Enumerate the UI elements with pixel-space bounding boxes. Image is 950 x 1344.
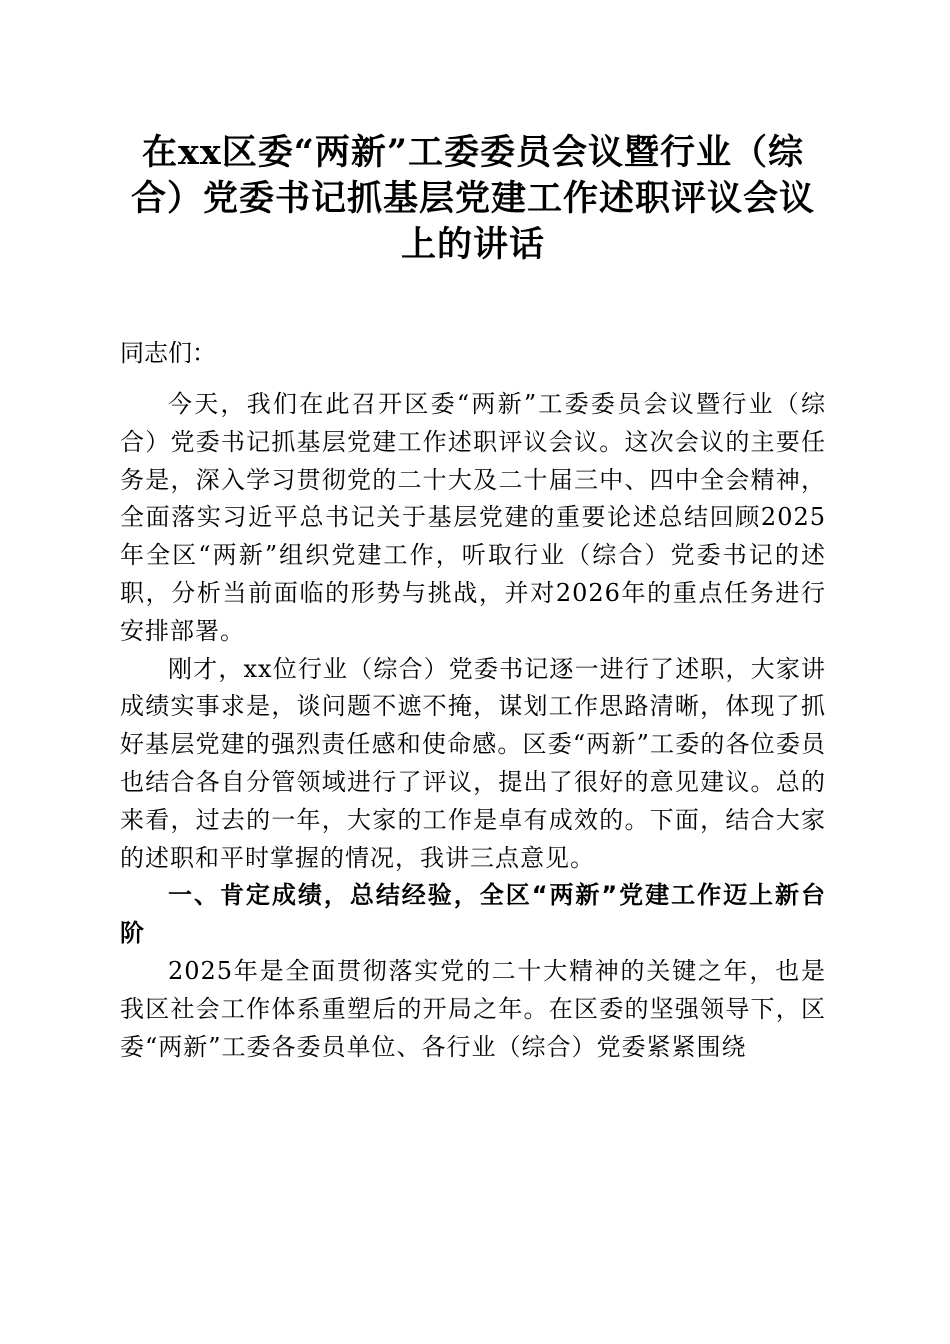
paragraph-opening: 今天，我们在此召开区委“两新”工委委员会议暨行业（综合）党委书记抓基层党建工作述职评议会议。这次会议的主要任务是，深入学习贯彻党的二十大及二十届三中、四中全会精神，全面落实习近平总书记关于基层党建的重要论述总结回顾2025年全区“两新”组织党建工作，听取行业（综合）党委书记的述职，分析当前面临的形势与挑战，并对2026年的重点任务进行安排部署。 <box>120 390 826 645</box>
paragraph-section-body: 2025年是全面贯彻落实党的二十大精神的关键之年，也是我区社会工作体系重塑后的开局之年。在区委的坚强领导下，区委“两新”工委各委员单位、各行业（综合）党委紧紧围绕 <box>120 956 826 1061</box>
section-heading: 一、肯定成绩，总结经验，全区“两新”党建工作迈上新台阶 <box>120 881 826 948</box>
document-title: 在xx区委“两新”工委委员会议暨行业（综合）党委书记抓基层党建工作述职评议会议上的讲话 <box>130 132 815 265</box>
salutation: 同志们： <box>120 339 216 367</box>
paragraph-review: 刚才，xx位行业（综合）党委书记逐一进行了述职，大家讲成绩实事求是，谈问题不遮不掩，谋划工作思路清晰，体现了抓好基层党建的强烈责任感和使命感。区委“两新”工委的各位委员也结合各自分管领域进行了评议，提出了很好的意见建议。总的来看，过去的一年，大家的工作是卓有成效的。下面，结合大家的述职和平时掌握的情况，我讲三点意见。 <box>120 654 826 872</box>
document-page <box>120 130 826 1066</box>
